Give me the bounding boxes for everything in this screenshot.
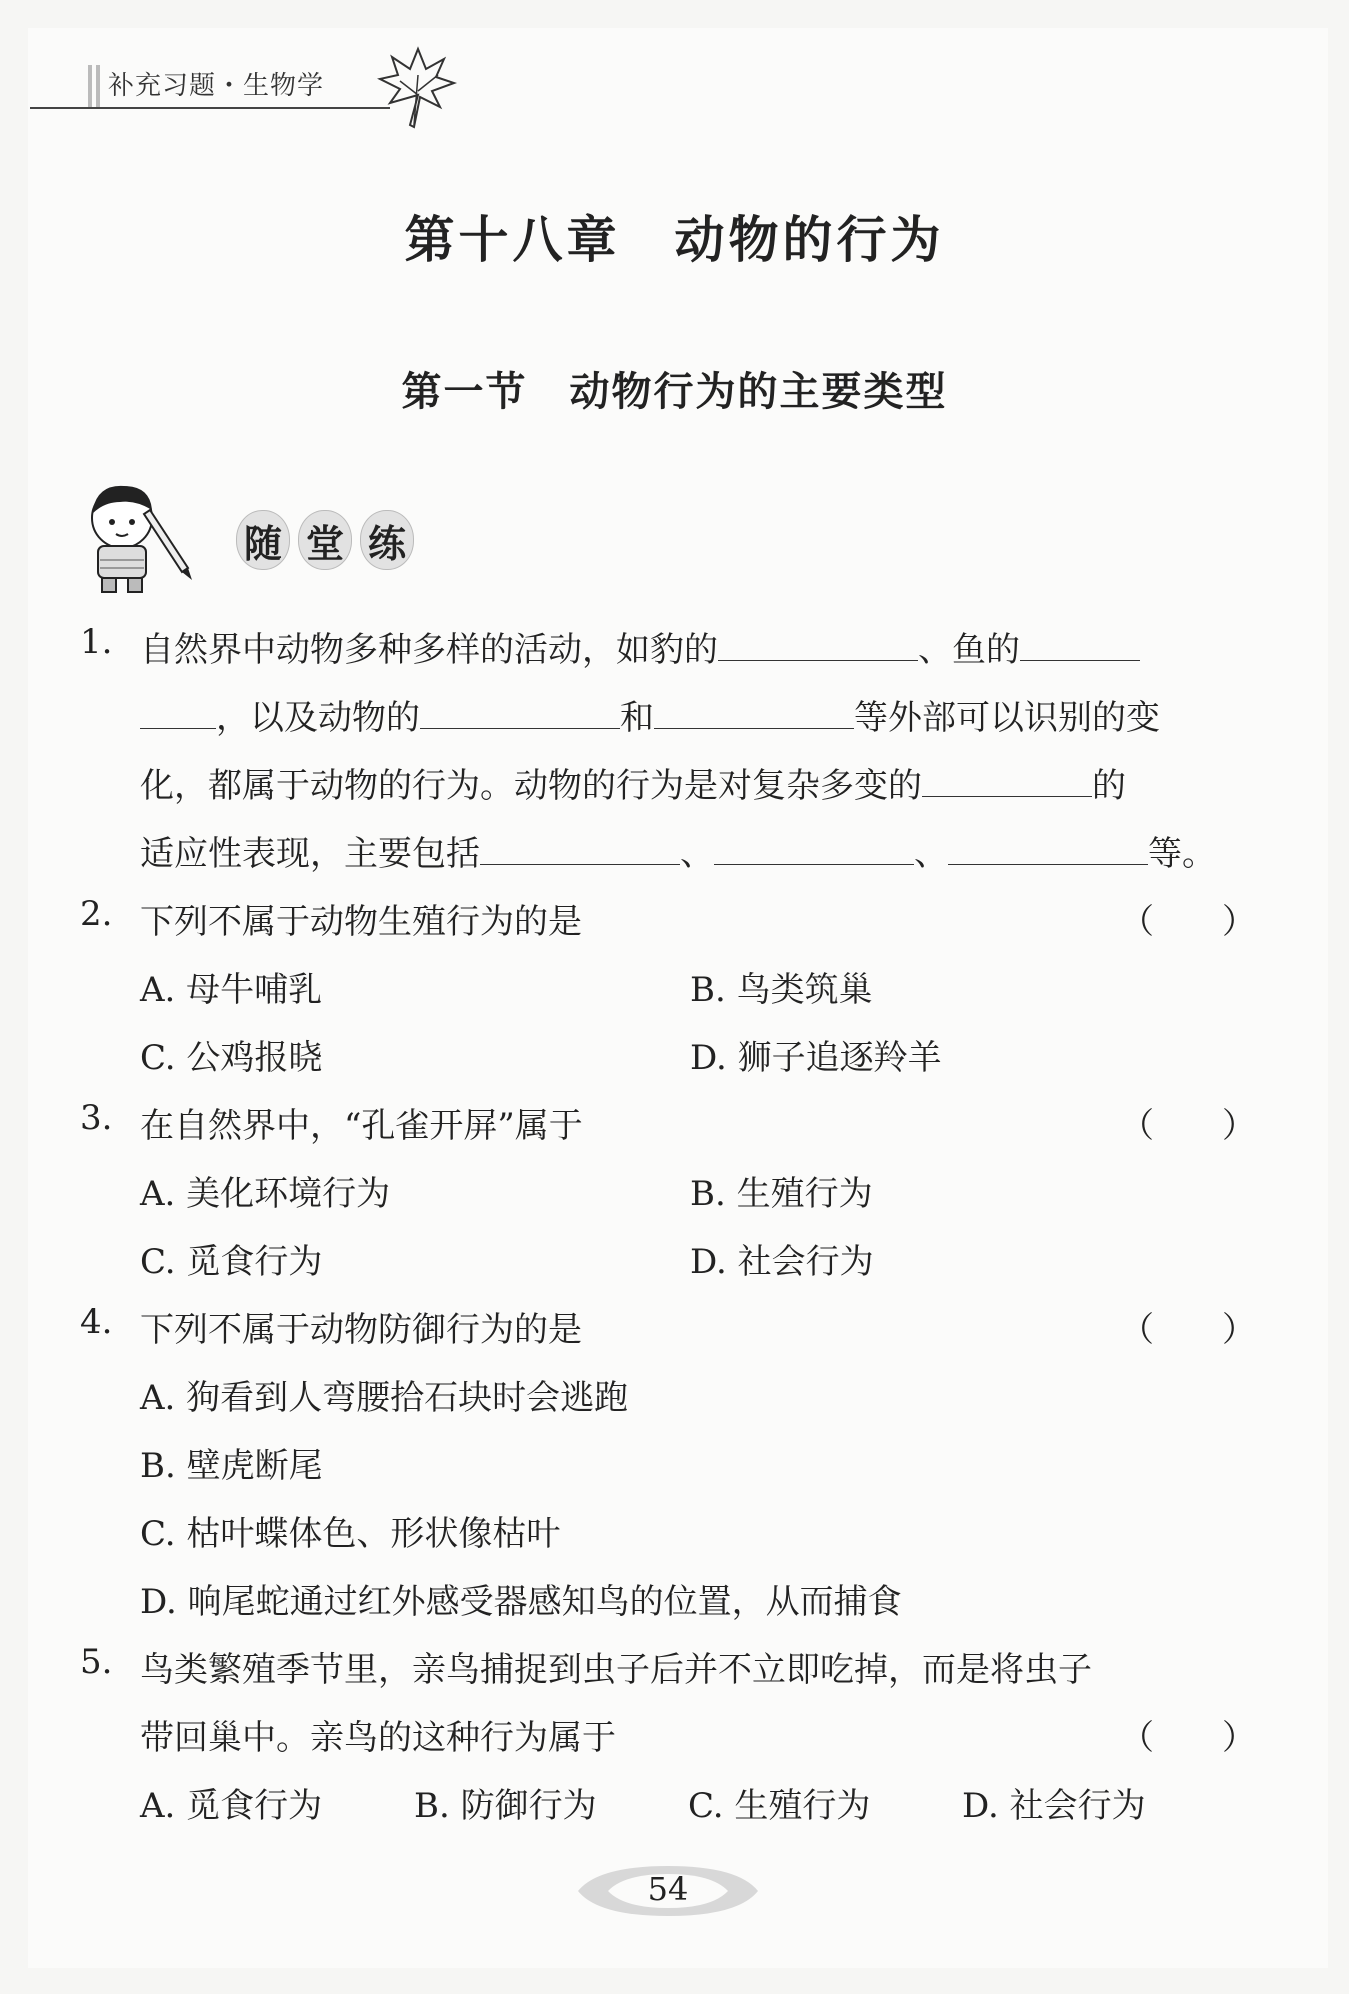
question-text: 适应性表现，主要包括 — [140, 834, 480, 874]
question-stem: 鸟类繁殖季节里，亲鸟捕捉到虫子后并不立即吃掉，而是将虫子 — [140, 1650, 1092, 1690]
answer-paren[interactable]: （ ） — [1120, 1718, 1256, 1758]
question-text: 、 — [914, 834, 948, 874]
question-number: 1. — [80, 622, 113, 662]
answer-blank[interactable] — [420, 694, 620, 729]
question-text: 等外部可以识别的变 — [854, 698, 1160, 738]
question-text: 和 — [620, 698, 654, 738]
option-c[interactable]: C. 公鸡报晓 — [140, 1038, 323, 1078]
option-c[interactable]: C. 枯叶蝶体色、形状像枯叶 — [140, 1514, 561, 1554]
option-d[interactable]: D. 社会行为 — [962, 1786, 1146, 1826]
question-number: 2. — [80, 894, 113, 934]
question-stem: 带回巢中。亲鸟的这种行为属于 — [140, 1718, 616, 1758]
answer-blank[interactable] — [1020, 626, 1140, 661]
answer-blank[interactable] — [654, 694, 854, 729]
question-text: 、鱼的 — [918, 630, 1020, 670]
question-text: ，以及动物的 — [216, 698, 420, 738]
answer-blank[interactable] — [140, 694, 216, 729]
question-text: 、 — [680, 834, 714, 874]
answer-paren[interactable]: （ ） — [1120, 902, 1256, 942]
option-a[interactable]: A. 狗看到人弯腰拾石块时会逃跑 — [140, 1378, 629, 1418]
answer-blank[interactable] — [922, 762, 1092, 797]
practice-label-char: 堂 — [298, 510, 352, 570]
question-stem: 下列不属于动物生殖行为的是 — [140, 902, 582, 942]
answer-paren[interactable]: （ ） — [1120, 1310, 1256, 1350]
chapter-title: 第十八章 动物的行为 — [404, 211, 945, 269]
question-number: 3. — [80, 1098, 113, 1138]
answer-paren[interactable]: （ ） — [1120, 1106, 1256, 1146]
question-line — [140, 826, 1216, 875]
answer-blank[interactable] — [714, 830, 914, 865]
running-head — [30, 45, 400, 115]
question-number: 5. — [80, 1642, 113, 1682]
section-title: 第一节 动物行为的主要类型 — [401, 369, 948, 415]
answer-blank[interactable] — [480, 830, 680, 865]
header-rule — [30, 107, 390, 109]
decorative-bar — [88, 65, 92, 107]
option-a[interactable]: A. 觅食行为 — [140, 1786, 323, 1826]
question-line — [140, 758, 1126, 807]
question-number: 4. — [80, 1302, 113, 1342]
question-line — [140, 622, 1140, 671]
option-b[interactable]: B. 鸟类筑巢 — [690, 970, 873, 1010]
student-mascot-icon — [80, 480, 210, 595]
answer-blank[interactable] — [718, 626, 918, 661]
question-stem: 下列不属于动物防御行为的是 — [140, 1310, 582, 1350]
maple-leaf-icon — [370, 45, 460, 135]
question-text: 自然界中动物多种多样的活动，如豹的 — [140, 630, 718, 670]
option-b[interactable]: B. 生殖行为 — [690, 1174, 873, 1214]
option-c[interactable]: C. 觅食行为 — [140, 1242, 323, 1282]
option-a[interactable]: A. 美化环境行为 — [140, 1174, 391, 1214]
practice-label-char: 随 — [236, 510, 290, 570]
question-text: 化，都属于动物的行为。动物的行为是对复杂多变的 — [140, 766, 922, 806]
question-line — [140, 690, 1160, 739]
decorative-bar — [96, 65, 100, 107]
question-stem: 在自然界中，“孔雀开屏”属于 — [140, 1106, 583, 1146]
option-d[interactable]: D. 狮子追逐羚羊 — [690, 1038, 942, 1078]
question-text: 等。 — [1148, 834, 1216, 874]
option-b[interactable]: B. 壁虎断尾 — [140, 1446, 323, 1486]
running-title: 补充习题・生物学 — [108, 71, 325, 101]
practice-label — [236, 510, 414, 570]
option-b[interactable]: B. 防御行为 — [414, 1786, 597, 1826]
question-text: 的 — [1092, 766, 1126, 806]
page-number: 54 — [647, 1870, 689, 1908]
option-c[interactable]: C. 生殖行为 — [688, 1786, 871, 1826]
option-d[interactable]: D. 响尾蛇通过红外感受器感知鸟的位置，从而捕食 — [140, 1582, 902, 1622]
answer-blank[interactable] — [948, 830, 1148, 865]
option-a[interactable]: A. 母牛哺乳 — [140, 970, 323, 1010]
practice-label-char: 练 — [360, 510, 414, 570]
option-d[interactable]: D. 社会行为 — [690, 1242, 874, 1282]
